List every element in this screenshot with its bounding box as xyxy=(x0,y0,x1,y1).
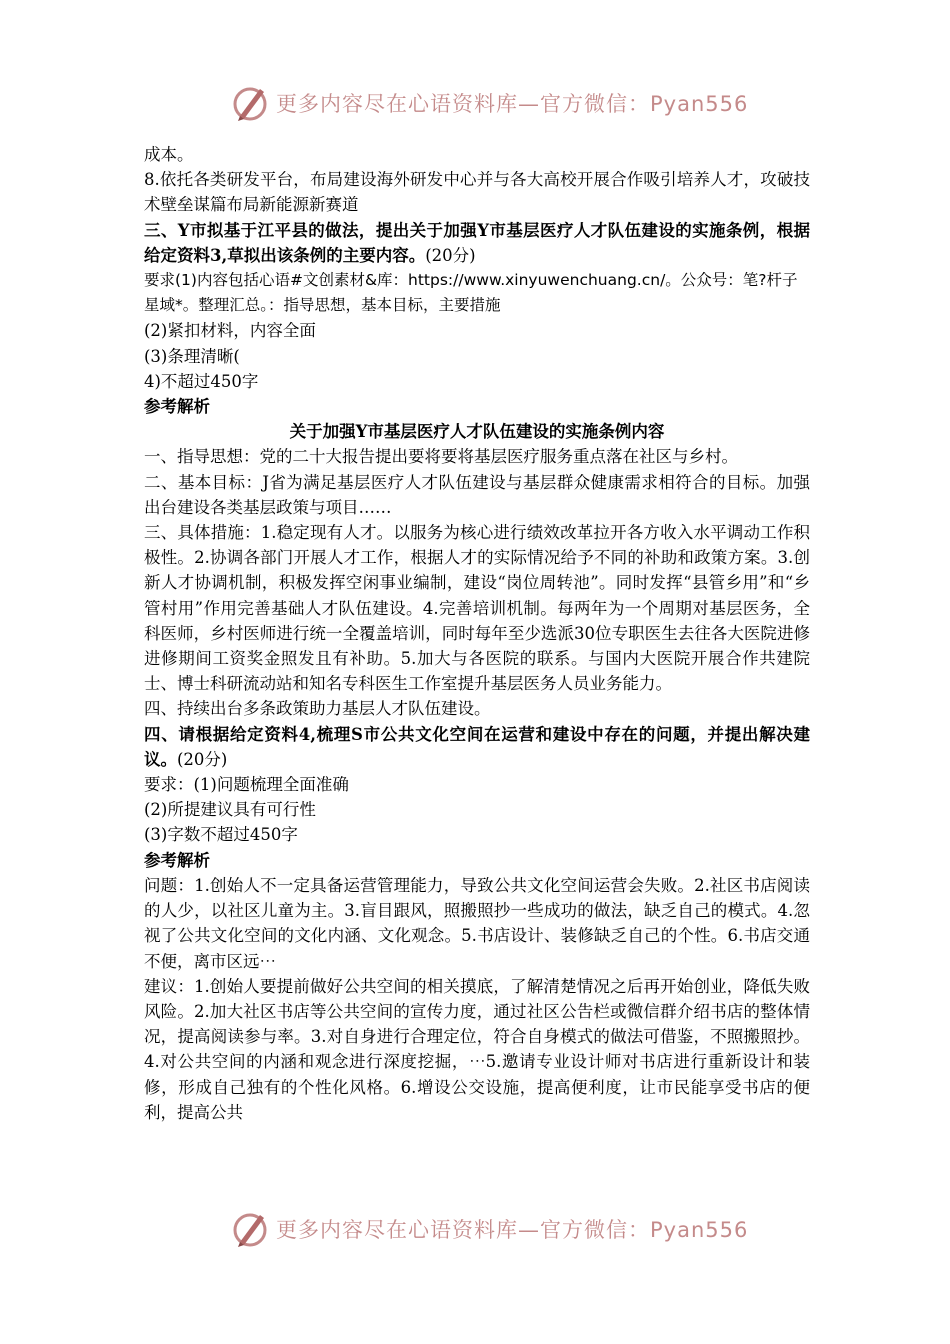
score-label: (20分) xyxy=(425,245,476,265)
pen-logo-icon xyxy=(230,83,270,123)
paragraph: (2)紧扣材料，内容全面 xyxy=(144,321,316,341)
paragraph: 一、指导思想：党的二十大报告提出要将要将基层医疗服务重点落在社区与乡村。 xyxy=(144,447,738,467)
banner-text: 更多内容尽在心语资料库—官方微信：Pyan556 xyxy=(276,1218,749,1242)
paragraph: (2)所提建议具有可行性 xyxy=(144,800,316,820)
footer-banner xyxy=(230,1204,750,1254)
requirement-paragraph: 要求(1)内容包括心语#文创素材&库：https://www.xinyuwenchuang.cn/。公众号：笔?杆子星域*。整理汇总。：指导思想，基本目标，主要措施 xyxy=(144,271,798,315)
paragraph: (3)字数不超过450字 xyxy=(144,825,298,845)
paragraph: 建议：1.创始人要提前做好公共空间的相关摸底，了解清楚情况之后再开始创业，降低失败风险。2.加大社区书店等公共空间的宣传力度，通过社区公告栏或微信群介绍书店的整体情况，提高阅读参与率。3.对自身进行合理定位，符合自身模式的做法可借鉴，不照搬照抄。4.对公共空间的内涵和观念进行深度挖掘，⋯5.邀请专业设计师对书店进行重新设计和装修，形成自己独有的个性化风格。6.增设公交设施，提高便利度，让市民能享受书店的便利，提高公共 xyxy=(144,976,810,1122)
paragraph: 成本。 xyxy=(144,145,194,164)
paragraph: 8.依托各类研发平台，布局建设海外研发中心并与各大高校开展合作吸引培养人才，攻破技术壁垒谋篇布局新能源新赛道 xyxy=(144,170,810,215)
answer-title: 关于加强Y市基层医疗人才队伍建设的实施条例内容 xyxy=(289,422,665,442)
paragraph: 问题：1.创始人不一定具备运营管理能力，导致公共文化空间运营会失败。2.社区书店阅读的人少，以社区儿童为主。3.盲目跟风，照搬照抄一些成功的做法，缺乏自己的模式。4.忽视了公共文化空间的文化内涵、文化观念。5.书店设计、装修缺乏自己的个性。6.书店交通不便，离市区远⋯ xyxy=(144,875,810,971)
question-text: 四、请根据给定资料4,梳理S市公共文化空间在运营和建设中存在的问题，并提出解决建议。 xyxy=(144,724,810,769)
section-label: 参考解析 xyxy=(144,397,210,417)
question-heading-4 xyxy=(144,722,810,772)
paragraph: 四、持续出台多条政策助力基层人才队伍建设。 xyxy=(144,699,491,719)
score-label: (20分) xyxy=(177,749,228,769)
question-heading-3 xyxy=(144,218,810,268)
paragraph: 4)不超过450字 xyxy=(144,371,259,391)
paragraph: 二、基本目标：J省为满足基层医疗人才队伍建设与基层群众健康需求相符合的目标。加强出台建设各类基层政策与项目…… xyxy=(144,472,810,517)
paragraph: 要求：(1)问题梳理全面准确 xyxy=(144,775,349,795)
paragraph: (3)条理清晰( xyxy=(144,346,240,366)
document-body xyxy=(144,142,810,1125)
paragraph: 三、具体措施：1.稳定现有人才。以服务为核心进行绩效改革拉开各方收入水平调动工作积极性。2.协调各部门开展人才工作，根据人才的实际情况给予不同的补助和政策方案。3.创新人才协调机制，积极发挥空闲事业编制，建设“岗位周转池”。同时发挥“县管乡用”和“乡管村用”作用完善基础人才队伍建设。4.完善培训机制。每两年为一个周期对基层医务，全科医师，乡村医师进行统一全覆盖培训，同时每年至少选派30位专职医生去往各大医院进修进修期间工资奖金照发且有补助。5.加大与各医院的联系。与国内大医院开展合作共建院士、博士科研流动站和知名专科医生工作室提升基层医务人员业务能力。 xyxy=(144,523,810,694)
question-text: 三、Y市拟基于江平县的做法，提出关于加强Y市基层医疗人才队伍建设的实施条例，根据给定资料3,草拟出该条例的主要内容。 xyxy=(144,220,810,265)
banner-text: 更多内容尽在心语资料库—官方微信：Pyan556 xyxy=(276,92,749,116)
section-label: 参考解析 xyxy=(144,850,210,870)
header-banner xyxy=(230,78,750,128)
pen-logo-icon xyxy=(230,1209,270,1249)
